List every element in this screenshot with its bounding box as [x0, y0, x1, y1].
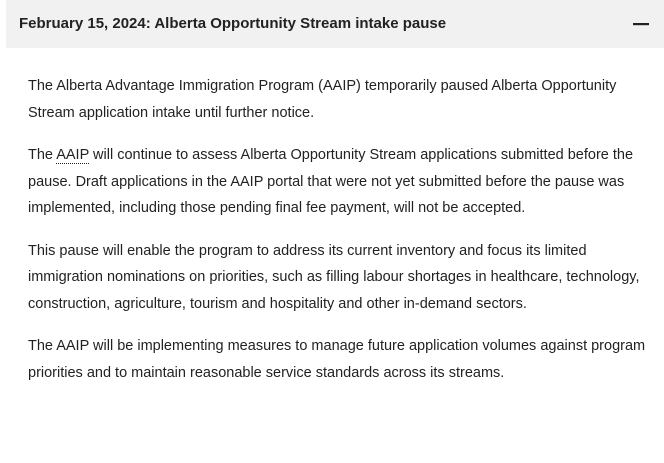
paragraph-priorities: This pause will enable the program to address its current inventory and focus its limited immigration nominations on priorities, such as filling labour shortages in healthcare, technology, construction, agriculture, tourism and hospitality and other in-demand sectors.	[28, 242, 640, 312]
accordion-header[interactable]	[6, 0, 664, 48]
paragraph-future-measures: The AAIP will be implementing measures to manage future application volumes against program priorities and to maintain reasonable service standards across its streams.	[28, 338, 646, 381]
accordion-body	[28, 73, 648, 402]
minus-icon[interactable]	[632, 15, 650, 33]
paragraph-rest: will continue to assess Alberta Opportunity Stream applications submitted before the pause. Draft applications in the AAIP portal that were not yet submitted before the pause was implemented, including those pending final fee payment, will not be accepted.	[28, 147, 634, 216]
paragraph-assessment-continues	[28, 142, 648, 222]
paragraph-prefix: The	[28, 147, 57, 163]
accordion-title[interactable]: February 15, 2024: Alberta Opportunity Stream intake pause	[19, 15, 447, 32]
paragraph-intake-paused: The Alberta Advantage Immigration Program (AAIP) temporarily paused Alberta Opportunity Stream application intake until further notice.	[28, 78, 617, 121]
aaip-abbreviation[interactable]: AAIP	[56, 147, 89, 163]
